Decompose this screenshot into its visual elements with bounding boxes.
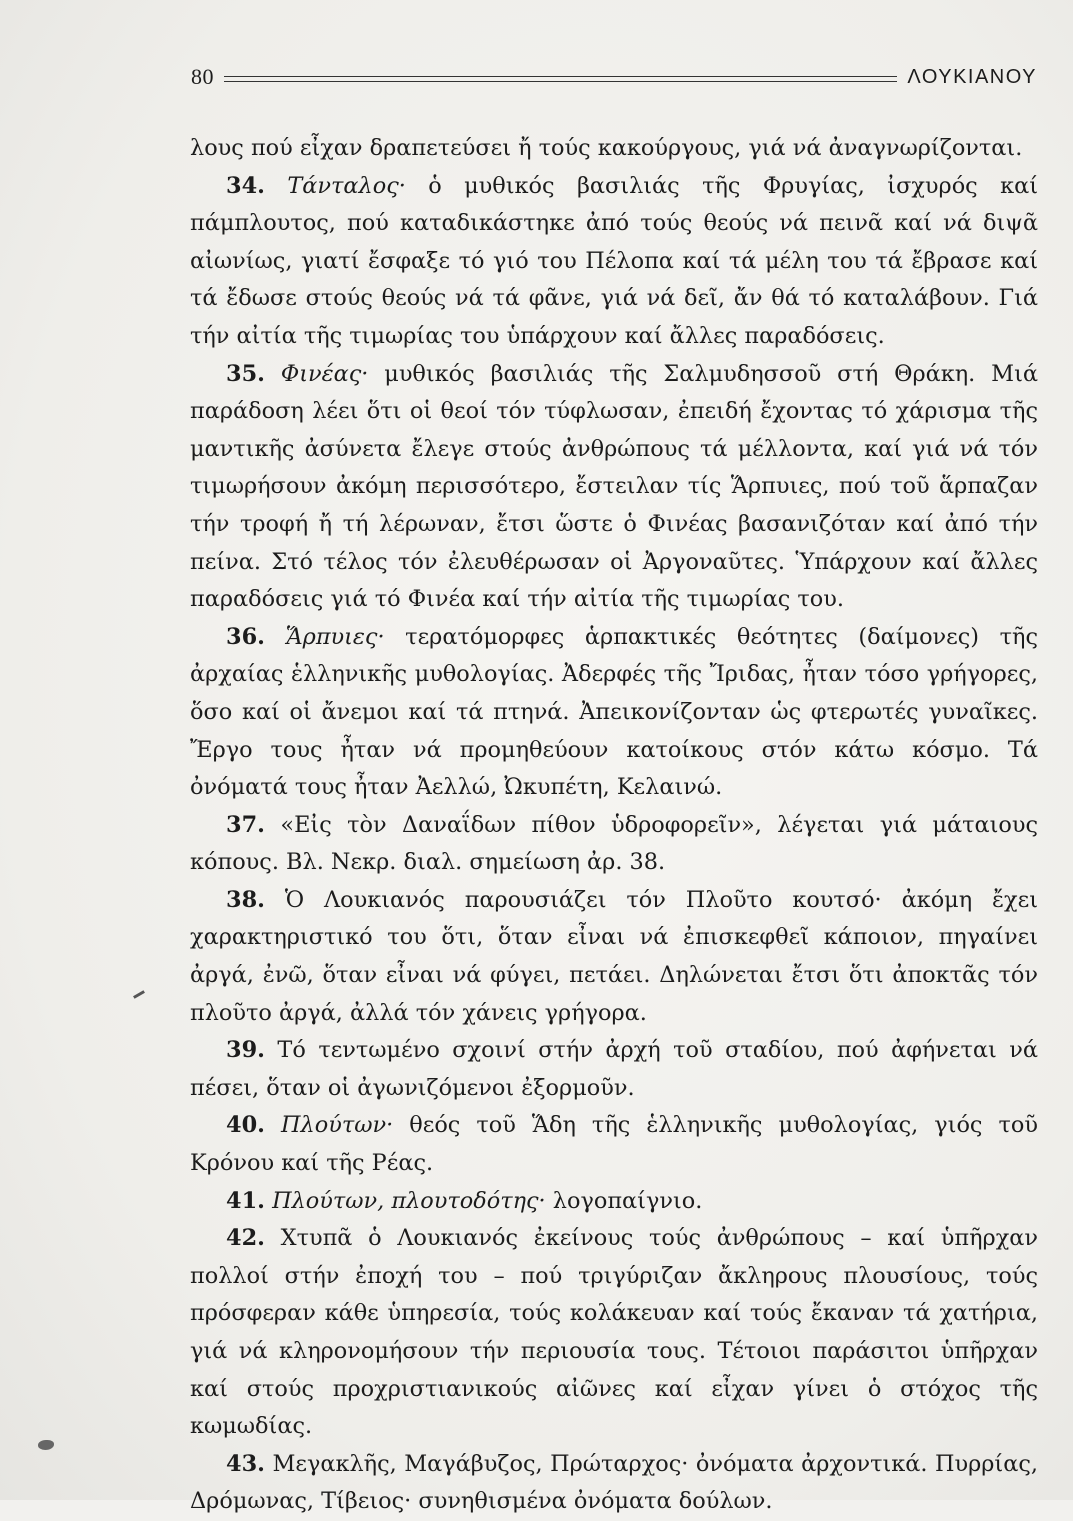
- note-term: Πλούτων, πλουτοδότης·: [272, 1187, 546, 1214]
- note-41: [190, 1183, 1038, 1221]
- note-34: [190, 168, 1038, 356]
- note-text: λογοπαίγνιο.: [545, 1187, 703, 1214]
- note-number: 35.: [226, 360, 265, 387]
- page-header: [191, 62, 1037, 92]
- note-number: 37.: [226, 811, 265, 838]
- note-36: [190, 619, 1038, 807]
- note-term: Φινέας·: [280, 360, 369, 387]
- note-text: ὁ μυθικός βασιλιάς τῆς Φρυγίας, ἰσχυρός καί πάμπλουτος, πού καταδικάστηκε ἀπό τούς θεούς νά πεινᾶ καί νά διψᾶ αἰωνίως, γιατί ἔσφαξε τό γιό του Πέλοπα καί τά μέλη του τά ἔβρασε καί τά ἔδωσε στούς θεούς νά τά φᾶνε, γιά νά δεῖ, ἄν θά τό καταλάβουν. Γιά τήν αἰτία τῆς τιμωρίας του ὑπάρχουν καί ἄλλες παραδόσεις.: [190, 172, 1038, 349]
- ink-blot-mark: [38, 1440, 54, 1450]
- note-text: Χτυπᾶ ὁ Λουκιανός ἐκείνους τούς ἀνθρώπους – καί ὑπῆρχαν πολλοί στήν ἐποχή του – πού τριγύριζαν ἄκληρους πλουσίους, τούς πρόσφεραν κάθε ὑπηρεσία, τούς κολάκευαν καί τούς ἔκαναν τά χατήρια, γιά νά κληρονομήσουν τήν περιουσία τους. Τέτοιοι παράσιτοι ὑπῆρχαν καί στούς προχριστιανικούς αἰῶνες καί εἶχαν γίνει ὁ στόχος τῆς κωμωδίας.: [190, 1225, 1038, 1440]
- note-number: 42.: [226, 1225, 265, 1252]
- note-38: [190, 882, 1038, 1032]
- note-number: 38.: [226, 886, 265, 913]
- pencil-tick-mark: [133, 990, 145, 999]
- note-term: Ἅρπυιες·: [285, 623, 385, 650]
- note-text: Τό τεντωμένο σχοινί στήν ἀρχή τοῦ σταδίου, πού ἀφήνεται νά πέσει, ὅταν οἱ ἀγωνιζόμενοι ἐξορμοῦν.: [190, 1037, 1038, 1101]
- note-term: Πλούτων·: [281, 1112, 394, 1139]
- running-head: ΛΟΥΚΙΑΝΟΥ: [907, 65, 1037, 88]
- note-43: [190, 1446, 1038, 1521]
- page-number: 80: [191, 64, 214, 89]
- note-42: [190, 1220, 1038, 1446]
- note-number: 34.: [226, 172, 265, 199]
- note-term: Τάνταλος·: [287, 172, 406, 199]
- note-text: μυθικός βασιλιάς τῆς Σαλμυδησσοῦ στή Θράκη. Μιά παράδοση λέει ὅτι οἱ θεοί τόν τύφλωσαν, ἐπειδή ἔχοντας τό χάρισμα τῆς μαντικῆς ἀσύνετα ἔλεγε στούς ἀνθρώπους τά μέλλοντα, καί γιά νά τόν τιμωρήσουν ἀκόμη περισσότερο, ἔστειλαν τίς Ἅρπυιες, πού τοῦ ἅρπαζαν τήν τροφή ἤ τή λέρωναν, ἔτσι ὥστε ὁ Φινέας βασανιζόταν καί ἀπό τήν πείνα. Στό τέλος τόν ἐλευθέρωσαν οἱ Ἀργοναῦτες. Ὑπάρχουν καί ἄλλες παραδόσεις γιά τό Φινέα καί τήν αἰτία τῆς τιμωρίας του.: [190, 360, 1038, 613]
- note-37: [190, 807, 1038, 882]
- note-number: 36.: [226, 623, 265, 650]
- note-number: 39.: [226, 1037, 265, 1064]
- note-text: τερατόμορφες ἁρπακτικές θεότητες (δαίμονες) τῆς ἀρχαίας ἑλληνικῆς μυθολογίας. Ἀδερφές τῆς Ἴριδας, ἦταν τόσο γρήγορες, ὅσο καί οἱ ἄνεμοι καί τά πτηνά. Ἀπεικονίζονταν ὡς φτερωτές γυναῖκες. Ἔργο τους ἦταν νά προμηθεύουν κατοίκους στόν κάτω κόσμο. Τά ὀνόματά τους ἦταν Ἀελλώ, Ὠκυπέτη, Κελαινώ.: [190, 623, 1038, 801]
- notes-text: [190, 130, 1038, 1521]
- note-text: θεός τοῦ Ἅδη τῆς ἑλληνικῆς μυθολογίας, γιός τοῦ Κρόνου καί τῆς Ρέας.: [190, 1112, 1038, 1177]
- header-rule: [224, 76, 897, 82]
- note-40: [190, 1107, 1038, 1182]
- note-35: [190, 356, 1038, 619]
- note-number: 40.: [226, 1112, 265, 1139]
- note-text: «Εἰς τὸν Δαναΐδων πίθον ὑδροφορεῖν», λέγεται γιά μάταιους κόπους. Βλ. Νεκρ. διαλ. σημείωση ἀρ. 38.: [190, 811, 1038, 876]
- note-text: Ὁ Λουκιανός παρουσιάζει τόν Πλοῦτο κουτσό· ἀκόμη ἔχει χαρακτηριστικό του ὅτι, ὅταν εἶναι νά ἐπισκεφθεῖ κάποιον, πηγαίνει ἀργά, ἐνῶ, ὅταν εἶναι νά φύγει, πετάει. Δηλώνεται ἔτσι ὅτι ἀποκτᾶς τόν πλοῦτο ἀργά, ἀλλά τόν χάνεις γρήγορα.: [190, 886, 1038, 1026]
- continued-paragraph: λους πού εἶχαν δραπετεύσει ἤ τούς κακούργους, γιά νά ἀναγνωρίζονται.: [190, 135, 1023, 161]
- note-number: 41.: [226, 1187, 265, 1214]
- note-number: 43.: [226, 1450, 265, 1477]
- note-39: [190, 1032, 1038, 1107]
- note-text: Μεγακλῆς, Μαγάβυζος, Πρώταρχος· ὀνόματα ἀρχοντικά. Πυρρίας, Δρόμωνας, Τίβειος· συνηθισμένα ὀνόματα δούλων.: [190, 1450, 1038, 1515]
